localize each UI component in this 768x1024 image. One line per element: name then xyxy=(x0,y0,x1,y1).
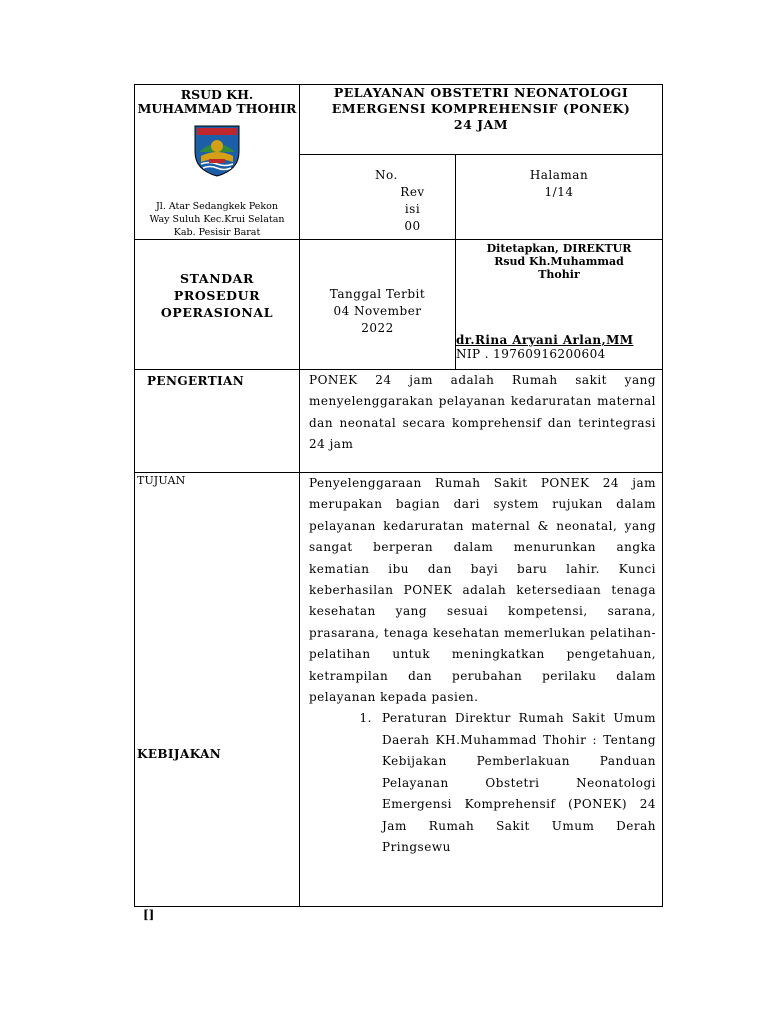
kebijakan-list xyxy=(300,708,662,858)
kebijakan-label: KEBIJAKAN xyxy=(137,747,222,761)
page-value: 1/14 xyxy=(544,185,574,200)
pengertian-label: PENGERTIAN xyxy=(147,374,245,388)
tujuan-label: TUJUAN xyxy=(137,474,186,487)
pengertian-label-cell xyxy=(135,370,300,473)
signer-name: dr.Rina Aryani Arlan,MM xyxy=(456,333,634,347)
title-line: 24 JAM xyxy=(453,117,509,132)
approval-cell xyxy=(456,240,663,370)
approval-line: Rsud Kh.Muhammad xyxy=(494,255,624,268)
issue-date-cell xyxy=(300,240,456,370)
hospital-name: RSUD KH. MUHAMMAD THOHIR xyxy=(137,87,297,116)
issue-date: 2022 xyxy=(361,321,394,335)
page-number-cell xyxy=(456,155,663,240)
pengertian-text-cell xyxy=(300,370,663,473)
revision-label: isi xyxy=(404,202,421,217)
title-line: PELAYANAN OBSTETRI NEONATOLOGI xyxy=(333,85,629,100)
issue-label: Tanggal Terbit xyxy=(329,287,426,301)
tujuan-kebijakan-text-cell xyxy=(300,473,663,907)
issue-date: 04 November xyxy=(333,304,422,318)
list-item-text: Peraturan Direktur Rumah Sakit Umum Daerah KH.Muhammad Thohir : Tentang Kebijakan Pemberlakuan Panduan Pelayanan Obstetri Neonatologi Emergensi Komprehensif (PONEK) 24 Jam Rumah Sakit Umum Derah Pringsewu xyxy=(382,711,657,854)
sop-line: OPERASIONAL xyxy=(160,305,274,320)
list-item xyxy=(309,708,656,858)
revision-value: 00 xyxy=(404,219,421,234)
sop-title-cell xyxy=(135,240,300,370)
tujuan-text: Penyelenggaraan Rumah Sakit PONEK 24 jam merupakan bagian dari system rujukan dalam pelayanan kedaruratan maternal & neonatal, yang sangat berperan dalam menurunkan angka kematian ibu dan bayi baru lahir. Kunci keberhasilan PONEK adalah ketersediaan tenaga kesehatan yang sesuai kompetensi, sarana, prasarana, tenaga kesehatan memerlukan pelatihan-pelatihan untuk meningkatkan pengetahuan, ketrampilan dan perubahan perilaku dalam pelayanan kepada pasien. xyxy=(309,476,657,705)
title-line: EMERGENSI KOMPREHENSIF (PONEK) xyxy=(331,101,631,116)
tujuan-kebijakan-label-cell xyxy=(135,473,300,907)
address-line: Jl. Atar Sedangkek Pekon xyxy=(155,201,279,212)
page-label: Halaman xyxy=(529,168,589,183)
hospital-header-cell xyxy=(135,85,300,240)
revision-label: Rev xyxy=(400,185,425,200)
no-label: No. xyxy=(375,168,398,183)
address-line: Kab. Pesisir Barat xyxy=(173,227,261,238)
document-number-cell xyxy=(300,155,456,240)
regency-logo xyxy=(189,122,245,178)
approval-line: Thohir xyxy=(538,268,580,281)
regency-logo-icon xyxy=(189,122,245,178)
document-title xyxy=(300,85,663,155)
list-item-number: 1. xyxy=(359,711,372,726)
address-line: Way Suluh Kec.Krui Selatan xyxy=(149,214,285,225)
pengertian-text: PONEK 24 jam adalah Rumah sakit yang menyelenggarakan pelayanan kedaruratan maternal dan neonatal secara komprehensif dan terintegrasi 24 jam xyxy=(309,373,657,452)
approval-line: Ditetapkan, DIREKTUR xyxy=(486,242,632,255)
signer-nip: NIP . 19760916200604 xyxy=(456,347,606,361)
sop-line: STANDAR xyxy=(180,271,254,286)
sop-document-table xyxy=(134,84,663,907)
sop-line: PROSEDUR xyxy=(173,288,261,303)
footer-mark: [] xyxy=(143,908,155,922)
